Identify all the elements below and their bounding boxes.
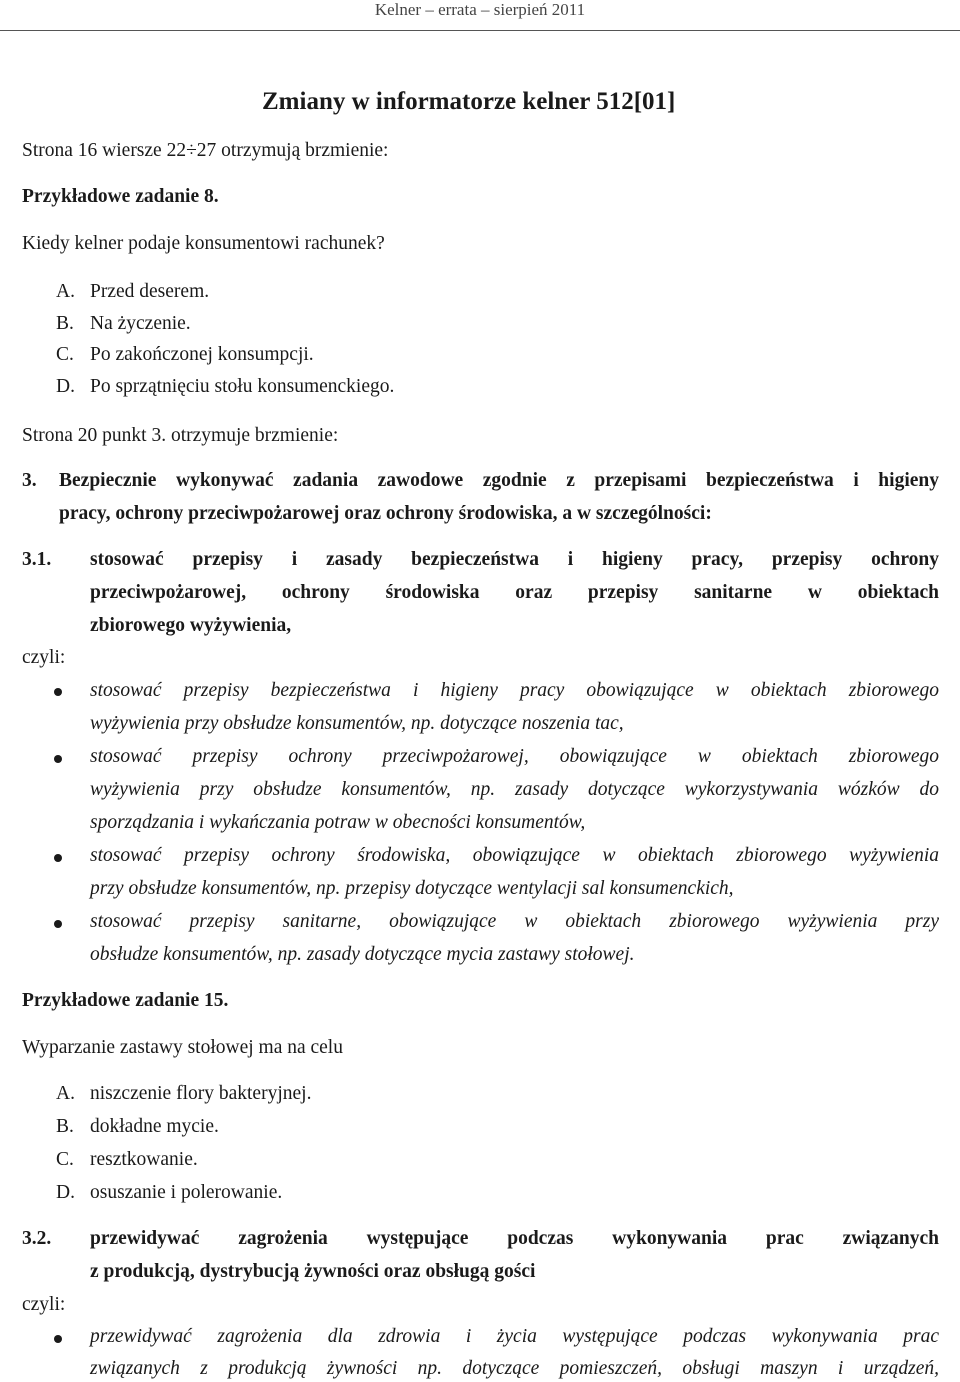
bullet-icon <box>54 854 62 862</box>
bullet-line: obsłudze konsumentów, np. zasady dotyczące mycia zastawy stołowej. <box>90 944 635 965</box>
point-3-2-line: z produkcją, dystrybucją żywności oraz obsługą gości <box>90 1261 536 1282</box>
point-3-line: pracy, ochrony przeciwpożarowej oraz ochrony środowiska, a w szczególności: <box>59 503 712 524</box>
point-3-line: Bezpiecznie wykonywać zadania zawodowe zgodnie z przepisami bezpieczeństwa i higieny <box>59 470 939 491</box>
bullet-icon <box>54 920 62 928</box>
task-8-label: Przykładowe zadanie 8. <box>22 186 219 207</box>
task-15-option-letter: B. <box>56 1116 74 1137</box>
czyli-label: czyli: <box>22 647 66 668</box>
task-15-option-text: dokładne mycie. <box>90 1116 219 1137</box>
bullet-line: przewidywać zagrożenia dla zdrowia i życia występujące podczas wykonywania prac <box>90 1326 939 1347</box>
task-15-option-letter: A. <box>56 1083 75 1104</box>
bullet-line: stosować przepisy sanitarne, obowiązujące w obiektach zbiorowego wyżywienia przy <box>90 911 939 932</box>
change-note-2: Strona 20 punkt 3. otrzymuje brzmienie: <box>22 425 339 446</box>
page-title: Zmiany w informatorze kelner 512[01] <box>262 88 676 115</box>
change-note-1: Strona 16 wiersze 22÷27 otrzymują brzmienie: <box>22 140 389 161</box>
bullet-icon <box>54 688 62 696</box>
page-header: Kelner – errata – sierpień 2011 <box>374 0 586 19</box>
point-3-2-line: przewidywać zagrożenia występujące podczas wykonywania prac związanych <box>90 1228 939 1249</box>
task-15-question: Wyparzanie zastawy stołowej ma na celu <box>22 1037 343 1058</box>
header-divider <box>0 30 960 31</box>
bullet-line: wyżywienia przy obsłudze konsumentów, np. zasady dotyczące wykorzystywania wózków do <box>90 779 939 800</box>
bullet-line: stosować przepisy ochrony środowiska, obowiązujące w obiektach zbiorowego wyżywienia <box>90 845 939 866</box>
point-3-2-number: 3.2. <box>22 1228 52 1249</box>
bullet-icon <box>54 755 62 763</box>
bullet-line: wyżywienia przy obsłudze konsumentów, np. dotyczące noszenia tac, <box>90 713 624 734</box>
bullet-icon <box>54 1335 62 1343</box>
point-3-1-line: przeciwpożarowej, ochrony środowiska oraz przepisy sanitarne w obiektach <box>90 582 939 603</box>
task-8-option-text: Po sprzątnięciu stołu konsumenckiego. <box>90 376 395 397</box>
point-3-number: 3. <box>22 470 37 491</box>
task-15-option-text: resztkowanie. <box>90 1149 198 1170</box>
task-8-option-letter: B. <box>56 313 74 334</box>
task-8-option-letter: A. <box>56 281 75 302</box>
point-3-1-line: stosować przepisy i zasady bezpieczeństwa i higieny pracy, przepisy ochrony <box>90 549 939 570</box>
bullet-line: związanych z produkcją żywności np. dotyczące pomieszczeń, obsługi maszyn i urządzeń, <box>90 1358 939 1379</box>
task-15-option-letter: C. <box>56 1149 74 1170</box>
task-15-label: Przykładowe zadanie 15. <box>22 990 229 1011</box>
task-15-option-text: osuszanie i polerowanie. <box>90 1182 283 1203</box>
task-15-option-letter: D. <box>56 1182 75 1203</box>
bullet-line: stosować przepisy ochrony przeciwpożarowej, obowiązujące w obiektach zbiorowego <box>90 746 939 767</box>
task-8-option-letter: D. <box>56 376 75 397</box>
task-8-option-letter: C. <box>56 344 74 365</box>
task-8-option-text: Po zakończonej konsumpcji. <box>90 344 314 365</box>
czyli-label: czyli: <box>22 1294 66 1315</box>
bullet-line: sporządzania i wykańczania potraw w obecności konsumentów, <box>90 812 586 833</box>
bullet-line: przy obsłudze konsumentów, np. przepisy dotyczące wentylacji sal konsumenckich, <box>90 878 734 899</box>
bullet-line: stosować przepisy bezpieczeństwa i higieny pracy obowiązujące w obiektach zbiorowego <box>90 680 939 701</box>
point-3-1-line: zbiorowego wyżywienia, <box>90 615 292 636</box>
task-8-option-text: Przed deserem. <box>90 281 210 302</box>
point-3-1-number: 3.1. <box>22 549 52 570</box>
task-8-question: Kiedy kelner podaje konsumentowi rachunek? <box>22 233 385 254</box>
task-15-option-text: niszczenie flory bakteryjnej. <box>90 1083 312 1104</box>
task-8-option-text: Na życzenie. <box>90 313 191 334</box>
